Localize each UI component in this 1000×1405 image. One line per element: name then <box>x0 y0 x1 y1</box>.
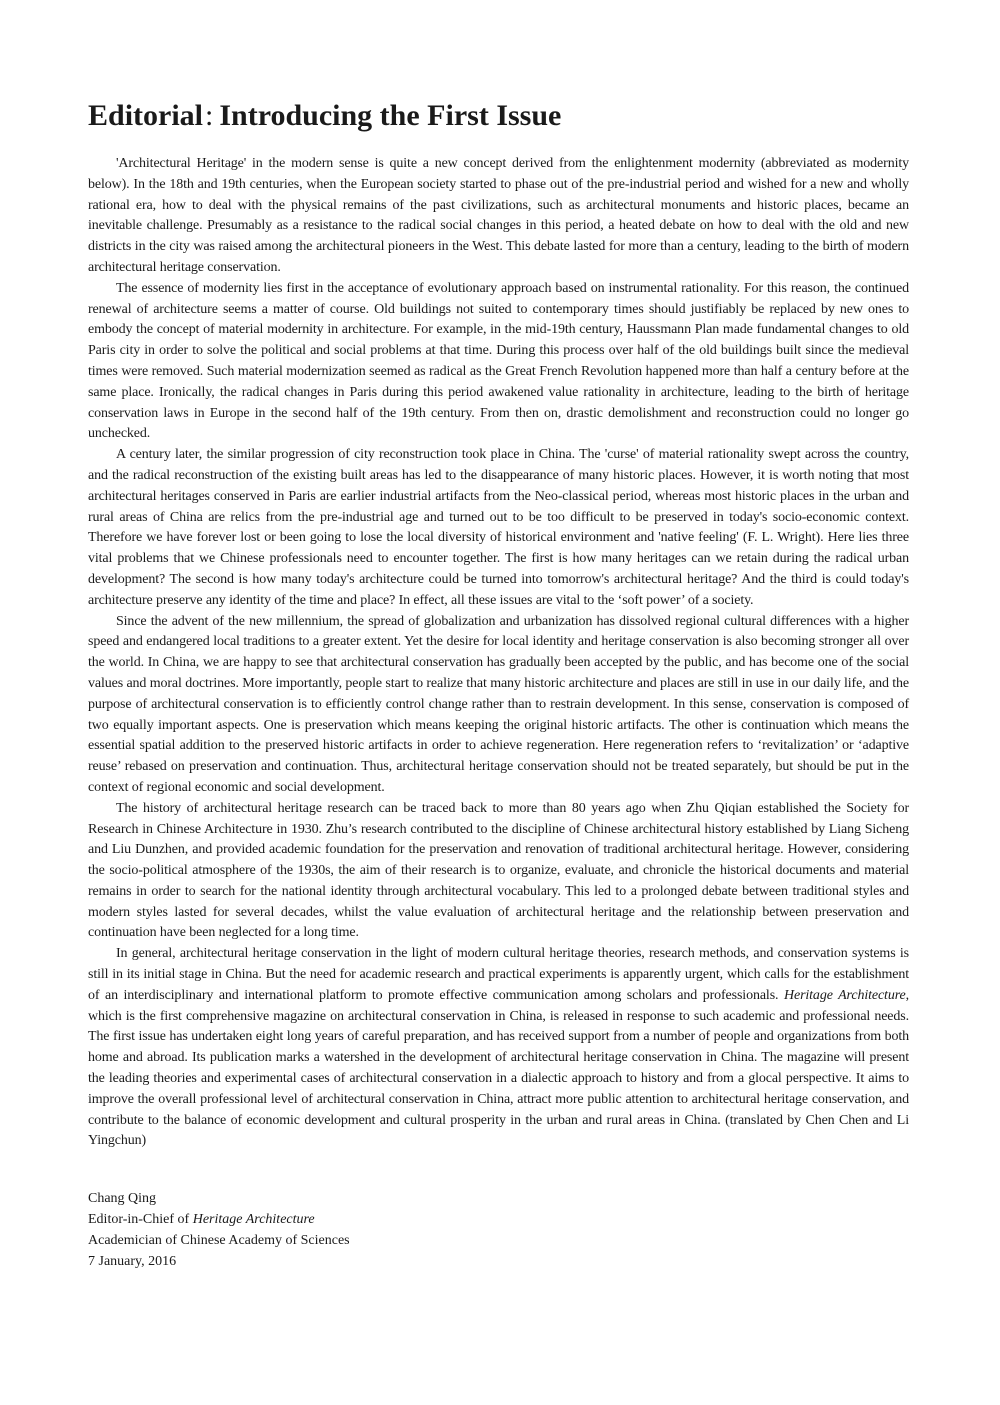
paragraph-2: The essence of modernity lies first in the acceptance of evolutionary approach based on instrumental rationality. For this reason, the continued renewal of architecture seems a matter of course. Old buildings not suited to contemporary times should justifiably be replaced by new ones to embody the concept of material modernity in architecture. For example, in the mid-19th century, Haussmann Plan made fundamental changes to old Paris city in order to solve the political and social problems at that time. During this process over half of the old buildings built since the medieval times were removed. Such material modernization seemed as radical as the Great French Revolution happened more than half a century before at the same place. Ironically, the radical changes in Paris during this period awakened value rationality in architecture, leading to the birth of heritage conservation laws in Europe in the second half of the 19th century. From then on, drastic demolishment and reconstruction could no longer go unchecked. <box>88 280 909 442</box>
paragraph-1: 'Architectural Heritage' in the modern sense is quite a new concept derived from the enlightenment modernity (abbreviated as modernity below). In the 18th and 19th centuries, when the European society started to phase out of the pre-industrial period and wished for a new and wholly rational era, how to deal with the physical remains of the past civilizations, such as architectural monuments and historic places, became an inevitable challenge. Presumably as a resistance to the radical social changes in this period, a heated debate on how to deal with the old and new districts in the city was raised among the architectural pioneers in the West. This debate lasted for more than a century, leading to the birth of modern architectural heritage conservation. <box>88 156 909 275</box>
paragraph-3: A century later, the similar progression of city reconstruction took place in China. The 'curse' of material rationality swept across the country, and the radical reconstruction of the existing built areas has led to the disappearance of many historic places. However, it is worth noting that most architectural heritages conserved in Paris are earlier industrial artifacts from the Neo-classical period, whereas most historic places in the urban and rural areas of China are relics from the pre-industrial age and turned out to be too difficult to be preserved in today's socio-economic context. Therefore we have forever lost or been going to lose the local diversity of historical environment and 'native feeling' (F. L. Wright). Here lies three vital problems that we Chinese professionals need to encounter together. The first is how many heritages can we retain during the radical urban development? The second is how many today's architecture could be turned into tomorrow's architectural heritage? And the third is could today's architecture preserve any identity of the time and place? In effect, all these issues are vital to the ‘soft power’ of a society. <box>88 447 909 608</box>
signature-block <box>88 1188 909 1272</box>
publication-date: 7 January, 2016 <box>88 1254 177 1270</box>
paragraph-5: The history of architectural heritage research can be traced back to more than 80 years ago when Zhu Qiqian established the Society for Research in Chinese Architecture in 1930. Zhu’s research contributed to the discipline of Chinese architectural history established by Liang Sicheng and Liu Dunzhen, and provided academic foundation for the preservation and renovation of traditional architectural heritage. However, considering the socio-political atmosphere of the 1930s, the aim of their research is to organize, evaluate, and chronicle the historical documents and material remains in order to search for the national identity through architectural vocabulary. This led to a prolonged debate between traditional styles and modern styles lasted for several decades, whilst the value evaluation of architectural heritage and the relationship between preservation and continuation have been neglected for a long time. <box>88 800 909 941</box>
title-editorial: Editorial <box>88 99 204 132</box>
paragraph-6-after: , which is the first comprehensive magazine on architectural conservation in China, is released in response to such academic and professional needs. The first issue has undertaken eight long years of careful preparation, and has received support from a number of people and organizations from both home and abroad. Its publication marks a watershed in the development of architectural heritage conservation in China. The magazine will present the leading theories and experimental cases of architectural conservation in a dialectic approach to history and from a glocal perspective. It aims to improve the overall professional level of architectural conservation in China, attract more public attention to architectural heritage conservation, and contribute to the balance of economic development and cultural prosperity in the urban and rural areas in China. (translated by Chen Chen and Li Yingchun) <box>88 987 909 1149</box>
title-colon: : <box>205 99 214 132</box>
title-subtitle: Introducing the First Issue <box>219 99 562 132</box>
author-affiliation: Academician of Chinese Academy of Sciences <box>88 1233 350 1249</box>
author-name: Chang Qing <box>88 1191 157 1207</box>
author-role <box>88 1209 909 1230</box>
author-role-prefix: Editor-in-Chief of <box>88 1212 193 1228</box>
editorial-page <box>88 98 909 1272</box>
paragraph-4: Since the advent of the new millennium, the spread of globalization and urbanization has dissolved regional cultural differences with a higher speed and endangered local traditions to a greater extent. Yet the desire for local identity and heritage conservation is also becoming stronger all over the world. In China, we are happy to see that architectural conservation has gradually been accepted by the public, and has become one of the social values and moral doctrines. More importantly, people start to realize that many historic architecture and places are still in use in our daily life, and the purpose of architectural conservation is to efficiently control change rather than to restrain development. In this sense, conservation is composed of two equally important aspects. One is preservation which means keeping the original historic artifacts. The other is continuation which means the essential spatial addition to the preserved historic artifacts in order to achieve regeneration. Here regeneration refers to ‘revitalization’ or ‘adaptive reuse’ rebased on preservation and continuation. Thus, architectural heritage conservation should not be treated separately, but should be put in the context of regional economic and social development. <box>88 613 909 795</box>
paragraph-6-before: In general, architectural heritage conservation in the light of modern cultural heritage theories, research methods, and conservation systems is still in its initial stage in China. But the need for academic research and practical experiments is apparently urgent, which calls for the establishment of an interdisciplinary and international platform to promote effective communication among scholars and professionals. <box>88 946 909 1003</box>
magazine-title: Heritage Architecture <box>783 987 906 1003</box>
article-body <box>88 154 909 1152</box>
page-title <box>88 98 909 134</box>
author-role-magazine: Heritage Architecture <box>192 1212 315 1228</box>
paragraph-6 <box>88 944 909 1152</box>
